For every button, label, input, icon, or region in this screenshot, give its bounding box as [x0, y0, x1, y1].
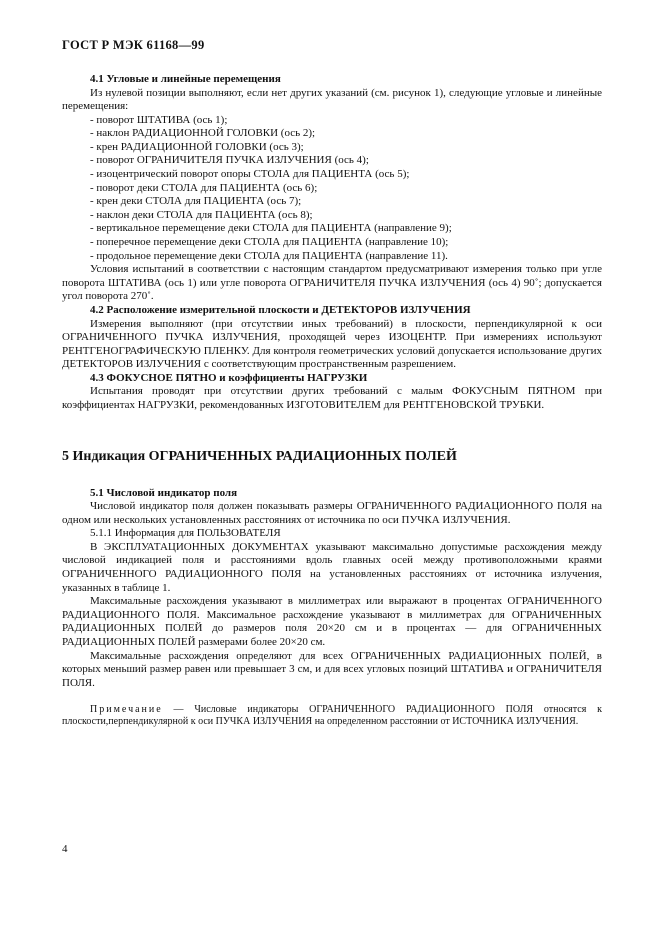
- note-label: Примечание: [90, 704, 163, 716]
- list-item: - наклон деки СТОЛА для ПАЦИЕНТА (ось 8);: [90, 208, 313, 221]
- list-item: - наклон РАДИАЦИОННОЙ ГОЛОВКИ (ось 2);: [90, 127, 316, 140]
- list-item: - поперечное перемещение деки СТОЛА для ПАЦИЕНТА (направление 10);: [90, 236, 449, 249]
- document-page: [62, 38, 602, 728]
- section-5-1-1-p1: В ЭКСПЛУАТАЦИОННЫХ ДОКУМЕНТАХ указывают максимально допустимые расхождения между числовой индикацией поля и расстояниями вдоль главных осей между противоположными краями ОГРАНИЧЕННОГО РАДИАЦИОННОГО ПОЛЯ на установленных расстояниях от источника излучения, указанных в таблице 1.: [62, 540, 602, 594]
- section-4-2-text: Измерения выполняют (при отсутствии иных требований) в плоскости, перпендикулярной к оси ОГРАНИЧЕННОГО ПУЧКА ИЗЛУЧЕНИЯ, проходящей через ИЗОЦЕНТР. При измерениях используют РЕНТГЕНОГРАФИЧЕСКУЮ ПЛЕНКУ. Для контроля геометрических условий допускается использование других ДЕТЕКТОРОВ ИЗЛУЧЕНИЯ с соответствующим пространственным разрешением.: [62, 317, 602, 371]
- list-item: - поворот ШТАТИВА (ось 1);: [90, 113, 228, 126]
- section-4-1-conditions: Условия испытаний в соответствии с настоящим стандартом предусматривают измерения только при угле поворота ШТАТИВА (ось 1) или угле поворота ОГРАНИЧИТЕЛЯ ПУЧКА ИЗЛУЧЕНИЯ (ось 4) 90˚; допускается угол поворота 270˚.: [62, 263, 602, 303]
- section-5-1-1-p3: Максимальные расхождения определяют для всех ОГРАНИЧЕННЫХ РАДИАЦИОННЫХ ПОЛЕЙ, в которых меньший размер равен или превышает 3 см, и для всех угловых позиций ШТАТИВА и ОГРАНИЧИТЕЛЯ ПОЛЯ.: [62, 649, 602, 689]
- section-5-1-text: Числовой индикатор поля должен показывать размеры ОГРАНИЧЕННОГО РАДИАЦИОННОГО ПОЛЯ на одном или нескольких установленных расстояниях от источника по оси ПУЧКА ИЗЛУЧЕНИЯ.: [62, 500, 602, 526]
- section-5-title: 5 Индикация ОГРАНИЧЕННЫХ РАДИАЦИОННЫХ ПОЛЕЙ: [62, 448, 457, 464]
- movements-list: [62, 114, 602, 264]
- section-5-1-title: 5.1 Числовой индикатор поля: [90, 486, 238, 499]
- section-5-1-1-title: 5.1.1 Информация для ПОЛЬЗОВАТЕЛЯ: [90, 527, 281, 540]
- section-4-1-title: 4.1 Угловые и линейные перемещения: [90, 73, 281, 85]
- list-item: - крен деки СТОЛА для ПАЦИЕНТА (ось 7);: [90, 195, 302, 208]
- section-4-3-text: Испытания проводят при отсутствии других требований с малым ФОКУСНЫМ ПЯТНОМ при коэффициентах НАГРУЗКИ, рекомендованных ИЗГОТОВИТЕЛЕМ для РЕНТГЕНОВСКОЙ ТРУБКИ.: [62, 385, 602, 411]
- list-item: - поворот ОГРАНИЧИТЕЛЯ ПУЧКА ИЗЛУЧЕНИЯ (ось 4);: [90, 154, 369, 167]
- note: [62, 704, 602, 728]
- section-4-2-title: 4.2 Расположение измерительной плоскости и ДЕТЕКТОРОВ ИЗЛУЧЕНИЯ: [90, 304, 471, 316]
- list-item: - поворот деки СТОЛА для ПАЦИЕНТА (ось 6);: [90, 181, 318, 194]
- section-4-3-title: 4.3 ФОКУСНОЕ ПЯТНО и коэффициенты НАГРУЗКИ: [90, 371, 368, 384]
- section-4-1-intro: Из нулевой позиции выполняют, если нет других указаний (см. рисунок 1), следующие угловые и линейные перемещения:: [62, 86, 602, 113]
- list-item: - продольное перемещение деки СТОЛА для ПАЦИЕНТА (направление 11).: [90, 249, 448, 262]
- section-5-1-1-p2: Максимальные расхождения указывают в миллиметрах или выражают в процентах ОГРАНИЧЕННОГО РАДИАЦИОННОГО ПОЛЯ. Максимальное расхождение указывают в миллиметрах для ОГРАНИЧЕННЫХ РАДИАЦИОННЫХ ПОЛЕЙ до размеров поля 20×20 см и в процентах — для ОГРАНИЧЕННЫХ РАДИАЦИОННЫХ ПОЛЕЙ размерами более 20×20 см.: [62, 595, 602, 648]
- list-item: - крен РАДИАЦИОННОЙ ГОЛОВКИ (ось 3);: [90, 140, 304, 153]
- document-header: ГОСТ Р МЭК 61168—99: [62, 38, 205, 52]
- list-item: - вертикальное перемещение деки СТОЛА для ПАЦИЕНТА (направление 9);: [90, 222, 452, 235]
- note-text: — Числовые индикаторы ОГРАНИЧЕННОГО РАДИАЦИОННОГО ПОЛЯ относятся к плоскости,перпендикулярной к оси ПУЧКА ИЗЛУЧЕНИЯ на определенном расстоянии от ИСТОЧНИКА ИЗЛУЧЕНИЯ.: [62, 704, 602, 728]
- page-number: 4: [62, 843, 68, 855]
- list-item: - изоцентрический поворот опоры СТОЛА для ПАЦИЕНТА (ось 5);: [90, 168, 410, 181]
